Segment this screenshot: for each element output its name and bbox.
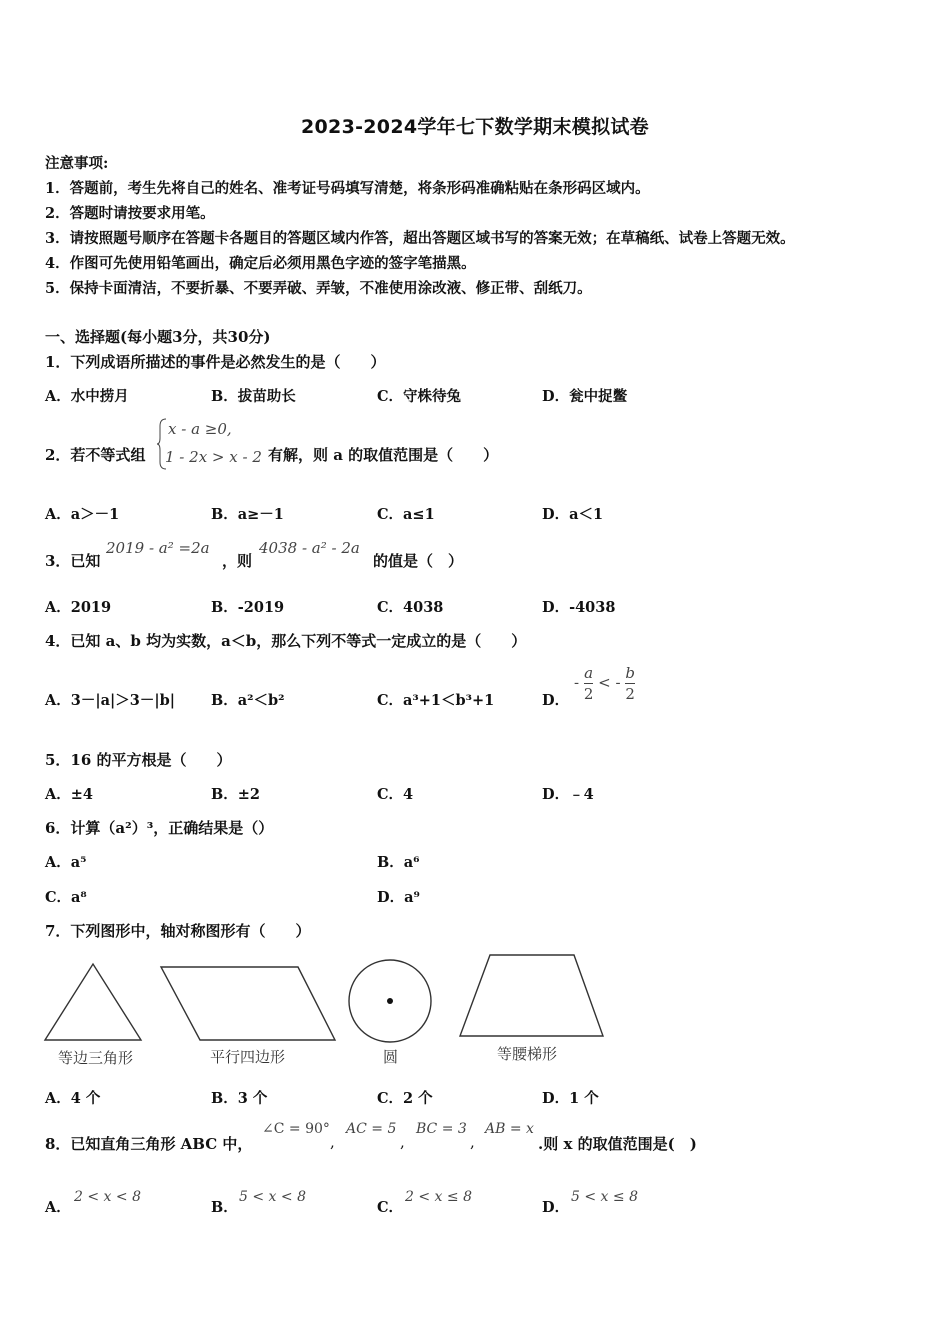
q8-option-c-expression: 2 < x ≤ 8 — [405, 1189, 472, 1205]
comma: , — [400, 1133, 405, 1151]
question-8-suffix: .则 x 的取值范围是( ) — [538, 1135, 697, 1153]
question-2-prefix: 2．若不等式组 — [45, 446, 146, 464]
q5-option-b: B．±2 — [211, 786, 260, 803]
q8-option-c-label: C． — [377, 1199, 404, 1216]
q3-option-a: A．2019 — [45, 599, 112, 616]
q8-condition-ab: AB = x — [485, 1121, 534, 1137]
q3-expression-1: 2019 - a² =2a — [106, 539, 210, 557]
q8-condition-bc: BC = 3 — [416, 1121, 467, 1137]
q1-option-c: C．守株待兔 — [377, 388, 462, 405]
q3-expression-2: 4038 - a² - 2a — [259, 539, 360, 557]
q1-option-a: A．水中捞月 — [45, 388, 129, 405]
q1-option-d: D．瓮中捉鳖 — [542, 388, 628, 405]
q8-option-d-label: D． — [542, 1199, 570, 1216]
shape-label-parallelogram: 平行四边形 — [210, 1048, 286, 1066]
q2-inequality-line1: x - a ≥0, — [168, 420, 232, 438]
parallelogram-shape — [161, 967, 335, 1040]
q8-condition-ac: AC = 5 — [346, 1121, 397, 1137]
comma: , — [470, 1133, 475, 1151]
q5-option-c: C．4 — [377, 786, 414, 803]
q6-option-a: A．a⁵ — [45, 854, 87, 871]
question-1-stem: 1．下列成语所描述的事件是必然发生的是（ ） — [45, 353, 386, 371]
shape-label-circle: 圆 — [383, 1048, 399, 1066]
section-heading: 一、选择题(每小题3分，共30分) — [45, 328, 271, 346]
q7-option-b: B．3 个 — [211, 1090, 268, 1107]
q8-option-d-expression: 5 < x ≤ 8 — [571, 1189, 638, 1205]
q2-option-d: D．a＜1 — [542, 506, 604, 523]
shape-label-isosceles-trapezoid: 等腰梯形 — [497, 1045, 558, 1063]
q4-option-d-expression: - $\frac{a}{2}$ < - $\frac{b}{2}$ — [574, 664, 635, 703]
q4-option-c: C．a³+1＜b³+1 — [377, 692, 495, 709]
q4-option-a: A．3－|a|＞3－|b| — [45, 692, 176, 709]
q8-option-a-expression: 2 < x < 8 — [74, 1189, 141, 1205]
q2-option-c: C．a≤1 — [377, 506, 435, 523]
page-title: 2023-2024学年七下数学期末模拟试卷 — [301, 116, 649, 138]
isosceles-trapezoid-shape — [460, 955, 603, 1036]
question-3-mid: ，则 — [222, 552, 253, 570]
shape-label-equilateral-triangle: 等边三角形 — [58, 1049, 134, 1067]
question-6-stem: 6．计算（a²）³，正确结果是（） — [45, 819, 274, 837]
question-3-suffix: 的值是（ ） — [373, 552, 464, 570]
q3-option-d: D．-4038 — [542, 599, 616, 616]
note-item: 2．答题时请按要求用笔。 — [45, 205, 215, 222]
note-item: 4．作图可先使用铅笔画出，确定后必须用黑色字迹的签字笔描黑。 — [45, 255, 476, 272]
q8-option-b-expression: 5 < x < 8 — [239, 1189, 306, 1205]
q2-option-b: B．a≥－1 — [211, 506, 284, 523]
q6-option-d: D．a⁹ — [377, 889, 420, 906]
q6-option-c: C．a⁸ — [45, 889, 87, 906]
equilateral-triangle-shape — [45, 964, 141, 1040]
q4-option-d-label: D． — [542, 692, 570, 709]
circle-center-dot — [387, 998, 393, 1004]
note-item: 5．保持卡面清洁，不要折暴、不要弄破、弄皱，不准使用涂改液、修正带、刮纸刀。 — [45, 280, 592, 297]
note-item: 3．请按照题号顺序在答题卡各题目的答题区域内作答，超出答题区域书写的答案无效；在草稿纸、试卷上答题无效。 — [45, 230, 795, 247]
question-5-stem: 5．16 的平方根是（ ） — [45, 751, 232, 769]
q7-shapes-figure — [40, 952, 620, 1047]
q5-option-a: A．±4 — [45, 786, 93, 803]
q7-option-d: D．1 个 — [542, 1090, 599, 1107]
q2-inequality-line2: 1 - 2x > x - 2 — [165, 448, 262, 466]
question-7-stem: 7．下列图形中，轴对称图形有（ ） — [45, 922, 311, 940]
q7-option-a: A．4 个 — [45, 1090, 101, 1107]
q4-option-b: B．a²＜b² — [211, 692, 285, 709]
q2-option-a: A．a＞－1 — [45, 506, 120, 523]
q8-option-a-label: A． — [45, 1199, 71, 1216]
notes-heading: 注意事项: — [45, 155, 109, 172]
note-item: 1．答题前，考生先将自己的姓名、准考证号码填写清楚，将条形码准确粘贴在条形码区域内。 — [45, 180, 650, 197]
q1-option-b: B．拔苗助长 — [211, 388, 296, 405]
q8-condition-angle: ∠C = 90° — [262, 1121, 330, 1137]
question-3-prefix: 3．已知 — [45, 552, 101, 570]
question-4-stem: 4．已知 a、b 均为实数，a＜b，那么下列不等式一定成立的是（ ） — [45, 632, 527, 650]
comma: , — [330, 1133, 335, 1151]
q3-option-b: B．-2019 — [211, 599, 285, 616]
question-8-prefix: 8．已知直角三角形 ABC 中， — [45, 1135, 253, 1153]
question-2-suffix: 有解，则 a 的取值范围是（ ） — [268, 446, 499, 464]
q6-option-b: B．a⁶ — [377, 854, 420, 871]
q3-option-c: C．4038 — [377, 599, 444, 616]
q5-option-d: D．﹣4 — [542, 786, 594, 803]
q7-option-c: C．2 个 — [377, 1090, 433, 1107]
q8-option-b-label: B． — [211, 1199, 238, 1216]
